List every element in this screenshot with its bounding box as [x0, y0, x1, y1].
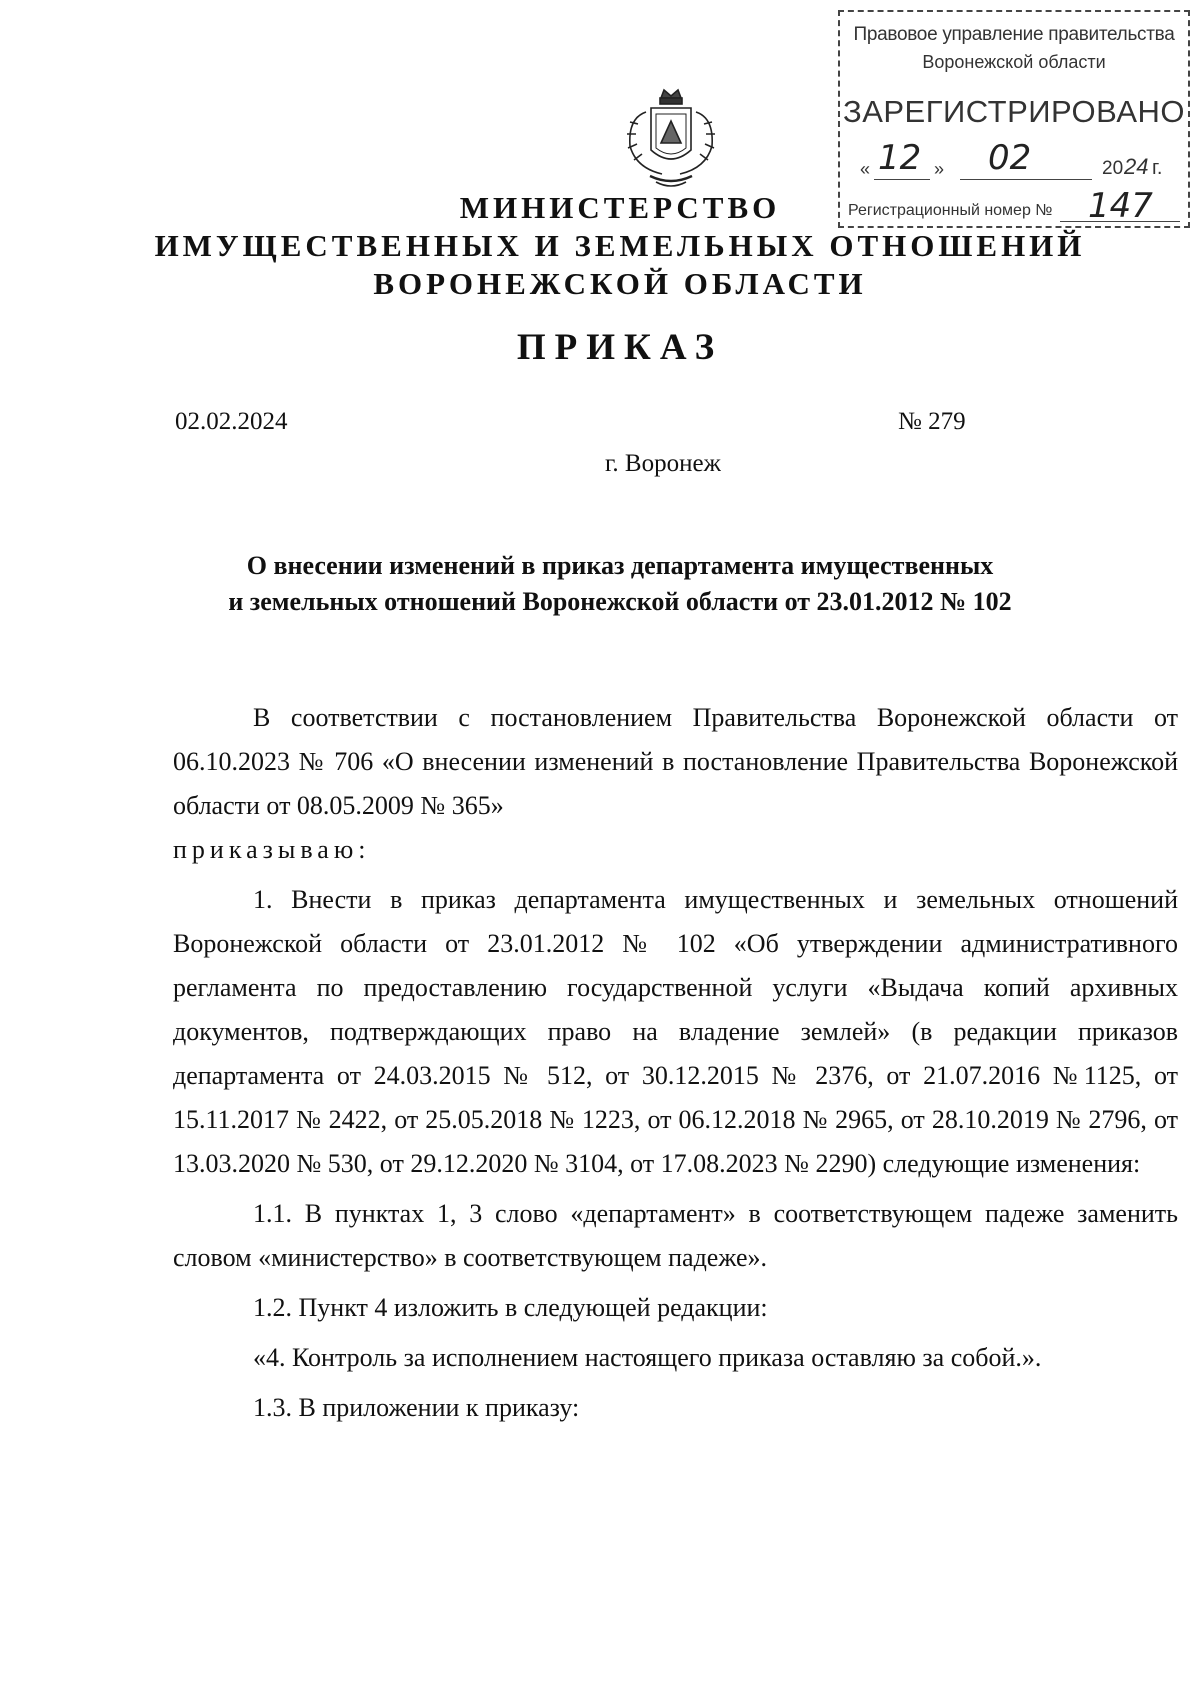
paragraph-item-1: 1. Внести в приказ департамента имущественных и земельных отношений Воронежской области от 23.01.2012 № 102 «Об утверждении административного регламента по предоставлению государственной услуги «Выдача копий архивных документов, подтверждающих право на владение землей» (в редакции приказов департамента от 24.03.2015 № 512, от 30.12.2015 № 2376, от 21.07.2016 №1125, от 15.11.2017 № 2422, от 25.05.2018 № 1223, от 06.12.2018 № 2965, от 28.10.2019 № 2796, от 13.03.2020 № 530, от 29.12.2020 № 3104, от 17.08.2023 № 2290) следующие изменения:: [173, 885, 1178, 1178]
document-date: 02.02.2024: [175, 408, 288, 435]
stamp-day: 12: [878, 138, 922, 178]
stamp-reg-number-label: Регистрационный номер №: [848, 202, 1053, 219]
stamp-reg-number: 147: [1088, 186, 1153, 226]
paragraph-basis: В соответствии с постановлением Правительства Воронежской области от 06.10.2023 № 706 «О внесении изменений в постановление Правительства Воронежской области от 08.05.2009 № 365»: [173, 703, 1178, 820]
paragraph-item-1-1: 1.1. В пунктах 1, 3 слово «департамент» в соответствующем падеже заменить словом «министерство» в соответствующем падеже».: [173, 1199, 1178, 1272]
paragraph-item-1-2: 1.2. Пункт 4 изложить в следующей редакции:: [253, 1293, 768, 1322]
document-type-title: ПРИКАЗ: [516, 327, 724, 368]
stamp-registered-label: ЗАРЕГИСТРИРОВАНО: [842, 94, 1185, 129]
stamp-authority-line1: Правовое управление правительства: [853, 24, 1175, 45]
subject-line2: и земельных отношений Воронежской области от 23.01.2012 № 102: [228, 587, 1012, 616]
stamp-quote-open: «: [860, 159, 871, 179]
stamp-month: 02: [988, 138, 1032, 178]
stamp-date-row: [860, 138, 1176, 184]
stamp-year-suffix: 24: [1124, 154, 1149, 179]
document-subject: [0, 548, 1200, 620]
paragraph-order-word: приказываю:: [173, 835, 371, 864]
ministry-title-line3: ВОРОНЕЖСКОЙ ОБЛАСТИ: [373, 266, 867, 301]
stamp-quote-close: »: [934, 159, 945, 179]
stamp-authority-line2: Воронежской области: [922, 52, 1106, 72]
coat-of-arms-icon: [616, 88, 726, 192]
paragraph-item-4-text: «4. Контроль за исполнением настоящего приказа оставляю за собой.».: [253, 1343, 1042, 1372]
ministry-title-line1: МИНИСТЕРСТВО: [459, 190, 781, 225]
subject-line1: О внесении изменений в приказ департамента имущественных: [246, 551, 994, 580]
stamp-year-unit: г.: [1152, 157, 1163, 179]
document-city: г. Воронеж: [605, 450, 721, 477]
ministry-title-line2: ИМУЩЕСТВЕННЫХ И ЗЕМЕЛЬНЫХ ОТНОШЕНИЙ: [154, 228, 1086, 263]
paragraph-item-1-3: 1.3. В приложении к приказу:: [253, 1393, 580, 1422]
document-body: [173, 696, 1178, 1430]
stamp-year-prefix: 20: [1102, 158, 1124, 179]
document-number: № 279: [898, 408, 966, 435]
